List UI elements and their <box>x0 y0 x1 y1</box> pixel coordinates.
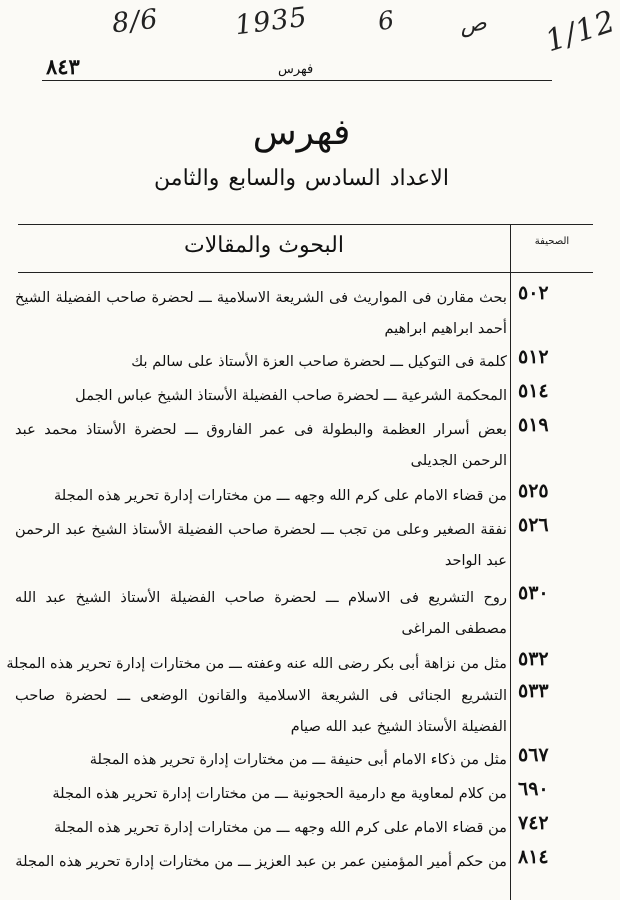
entry-page: ٥٠٢ <box>518 282 549 304</box>
entry-text: بعض أسرار العظمة والبطولة فى عمر الفاروق ـــ لحضرة الأستاذ محمد عبد الرحمن الجديلى <box>15 421 507 469</box>
handwritten-number: 6 <box>376 4 397 37</box>
entry-page: ٥١٤ <box>518 380 549 402</box>
handwritten-year: 1935 <box>233 1 310 42</box>
entry-page: ٥٦٧ <box>518 744 549 766</box>
handwritten-fraction: 1/12 <box>541 3 620 60</box>
entry-text: روح التشريع فى الاسلام ـــ لحضرة صاحب الفضيلة الأستاذ الشيخ عبد الله مصطفى المراغى <box>15 589 507 637</box>
header-divider <box>42 80 552 81</box>
handwritten-date: 8/6 <box>110 3 160 40</box>
page-title: فهرس <box>252 112 351 153</box>
entry-text: من حكم أمير المؤمنين عمر بن عبد العزيز ـــ من مختارات إدارة تحرير هذه المجلة <box>15 853 507 870</box>
entry-text: كلمة فى التوكيل ـــ لحضرة صاحب العزة الأستاذ على سالم بك <box>131 353 507 370</box>
entry-text: من قضاء الامام على كرم الله وجهه ـــ من مختارات إدارة تحرير هذه المجلة <box>53 819 507 836</box>
table-top-rule <box>18 224 593 225</box>
entry-page: ٥١٩ <box>518 414 549 436</box>
running-title: فهرس <box>278 62 314 77</box>
entry-page: ٥١٢ <box>518 346 549 368</box>
entry-text: نفقة الصغير وعلى من تجب ـــ لحضرة صاحب الفضيلة الأستاذ الشيخ عبد الرحمن عبد الواحد <box>15 521 507 569</box>
entry-text: المحكمة الشرعية ـــ لحضرة صاحب الفضيلة الأستاذ الشيخ عباس الجمل <box>75 387 507 404</box>
entry-text: بحث مقارن فى المواريث فى الشريعة الاسلامية ـــ لحضرة صاحب الفضيلة الشيخ أحمد ابراهيم ابراهيم <box>15 289 507 337</box>
entry-text: مثل من ذكاء الامام أبى حنيفة ـــ من مختارات إدارة تحرير هذه المجلة <box>89 751 507 768</box>
entry-page: ٧٤٢ <box>518 812 549 834</box>
entry-page: ٥٣٣ <box>518 680 549 702</box>
page-number: ٨٤٣ <box>46 54 80 79</box>
column-divider <box>510 224 511 900</box>
entry-page: ٨١٤ <box>518 846 549 868</box>
entry-text: مثل من نزاهة أبى بكر رضى الله عنه وعفته ـــ من مختارات إدارة تحرير هذه المجلة <box>6 655 507 672</box>
entry-text: من قضاء الامام على كرم الله وجهه ـــ من مختارات إدارة تحرير هذه المجلة <box>53 487 507 504</box>
handwritten-mark: ص <box>458 10 488 39</box>
entry-page: ٥٢٦ <box>518 514 549 536</box>
page-column-header: الصحيفة <box>534 236 570 247</box>
title-column-header: البحوث والمقالات <box>184 233 344 258</box>
entry-page: ٥٣٢ <box>518 648 549 670</box>
entry-text: من كلام لمعاوية مع دارمية الحجونية ـــ من مختارات إدارة تحرير هذه المجلة <box>52 785 507 802</box>
entry-page: ٦٩٠ <box>518 778 549 800</box>
entry-page: ٥٣٠ <box>518 582 549 604</box>
page-subtitle: الاعداد السادس والسابع والثامن <box>154 166 449 191</box>
entry-page: ٥٢٥ <box>518 480 549 502</box>
entry-text: التشريع الجنائى فى الشريعة الاسلامية والقانون الوضعى ـــ لحضرة صاحب الفضيلة الأستاذ الشيخ عبد الله صيام <box>15 687 507 735</box>
table-header-rule <box>18 272 593 273</box>
